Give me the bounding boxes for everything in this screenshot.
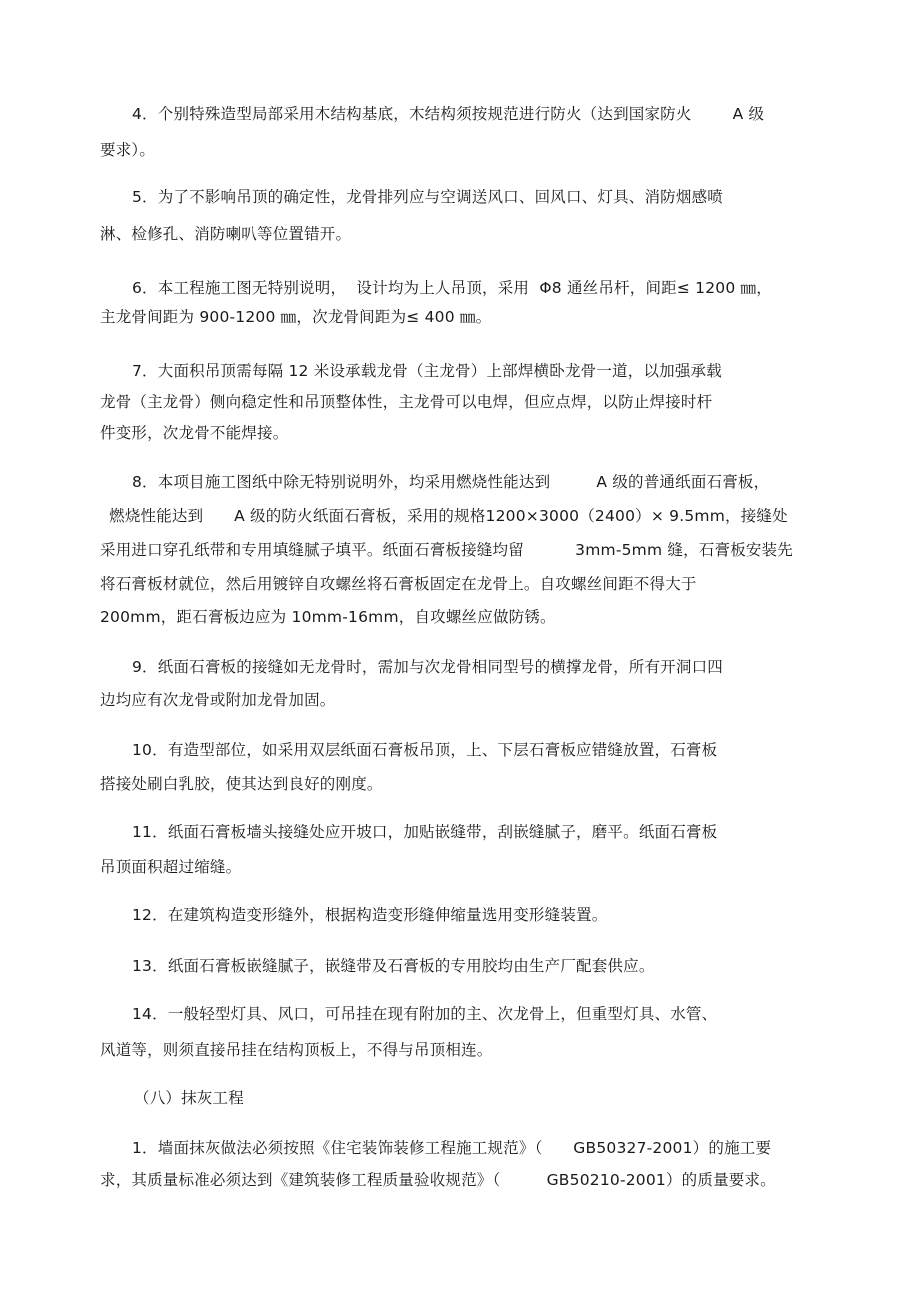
paragraph-4-line-1: 4．个别特殊造型局部采用木结构基底，木结构须按规范进行防火（达到国家防火 A 级: [132, 105, 765, 123]
paragraph-7-line-1: 7．大面积吊顶需每隔 12 米设承载龙骨（主龙骨）上部焊横卧龙骨一道，以加强承载: [132, 362, 722, 380]
paragraph-11-line-2: 吊顶面积超过缩缝。: [100, 858, 242, 876]
paragraph-7-line-3: 件变形，次龙骨不能焊接。: [100, 424, 289, 442]
paragraph-8-line-5: 200mm，距石膏板边应为 10mm-16mm，自攻螺丝应做防锈。: [100, 608, 556, 626]
paragraph-8-line-1: 8．本项目施工图纸中除无特别说明外，均采用燃烧性能达到 A 级的普通纸面石膏板，: [132, 473, 770, 491]
paragraph-5-line-1: 5．为了不影响吊顶的确定性，龙骨排列应与空调送风口、回风口、灯具、消防烟感喷: [132, 188, 723, 206]
paragraph-5-line-2: 淋、检修孔、消防喇叭等位置错开。: [100, 225, 352, 243]
paragraph-4-line-2: 要求）。: [100, 141, 156, 159]
paragraph-14-line-2: 风道等，则须直接吊挂在结构顶板上，不得与吊顶相连。: [100, 1041, 493, 1059]
plastering-paragraph-1-line-1: 1．墙面抹灰做法必须按照《住宅装饰装修工程施工规范》（ GB50327-2001）的施工要: [132, 1139, 772, 1157]
paragraph-14-line-1: 14．一般轻型灯具、风口，可吊挂在现有附加的主、次龙骨上，但重型灯具、水管、: [132, 1005, 718, 1023]
paragraph-8-line-4: 将石膏板材就位，然后用镀锌自攻螺丝将石膏板固定在龙骨上。自攻螺丝间距不得大于: [100, 575, 697, 593]
paragraph-7-line-2: 龙骨（主龙骨）侧向稳定性和吊顶整体性，主龙骨可以电焊，但应点焊，以防止焊接时杆: [100, 393, 713, 411]
paragraph-13-line-1: 13．纸面石膏板嵌缝腻子，嵌缝带及石膏板的专用胶均由生产厂配套供应。: [132, 957, 655, 975]
paragraph-6-line-1: 6．本工程施工图无特别说明， 设计均为上人吊顶，采用 Φ8 通丝吊杆，间距≤ 1200 ㎜，: [132, 279, 772, 297]
paragraph-10-line-2: 搭接处刷白乳胶，使其达到良好的刚度。: [100, 775, 383, 793]
paragraph-9-line-2: 边均应有次龙骨或附加龙骨加固。: [100, 691, 336, 709]
section-heading-plastering: （八）抹灰工程: [134, 1089, 244, 1107]
paragraph-9-line-1: 9．纸面石膏板的接缝如无龙骨时，需加与次龙骨相同型号的横撑龙骨，所有开洞口四: [132, 658, 723, 676]
paragraph-6-line-2: 主龙骨间距为 900-1200 ㎜，次龙骨间距为≤ 400 ㎜。: [100, 308, 492, 326]
paragraph-10-line-1: 10．有造型部位，如采用双层纸面石膏板吊顶，上、下层石膏板应错缝放置，石膏板: [132, 741, 718, 759]
paragraph-11-line-1: 11．纸面石膏板墙头接缝处应开坡口，加贴嵌缝带，刮嵌缝腻子，磨平。纸面石膏板: [132, 823, 718, 841]
plastering-paragraph-1-line-2: 求，其质量标准必须达到《建筑装修工程质量验收规范》（ GB50210-2001）的质量要求。: [100, 1171, 776, 1189]
paragraph-8-line-2: 燃烧性能达到 A 级的防火纸面石膏板，采用的规格1200×3000（2400）× 9.5mm，接缝处: [104, 507, 788, 525]
paragraph-12-line-1: 12．在建筑构造变形缝外，根据构造变形缝伸缩量选用变形缝装置。: [132, 906, 608, 924]
paragraph-8-line-3: 采用进口穿孔纸带和专用填缝腻子填平。纸面石膏板接缝均留 3mm-5mm 缝，石膏板安装先: [100, 541, 794, 559]
